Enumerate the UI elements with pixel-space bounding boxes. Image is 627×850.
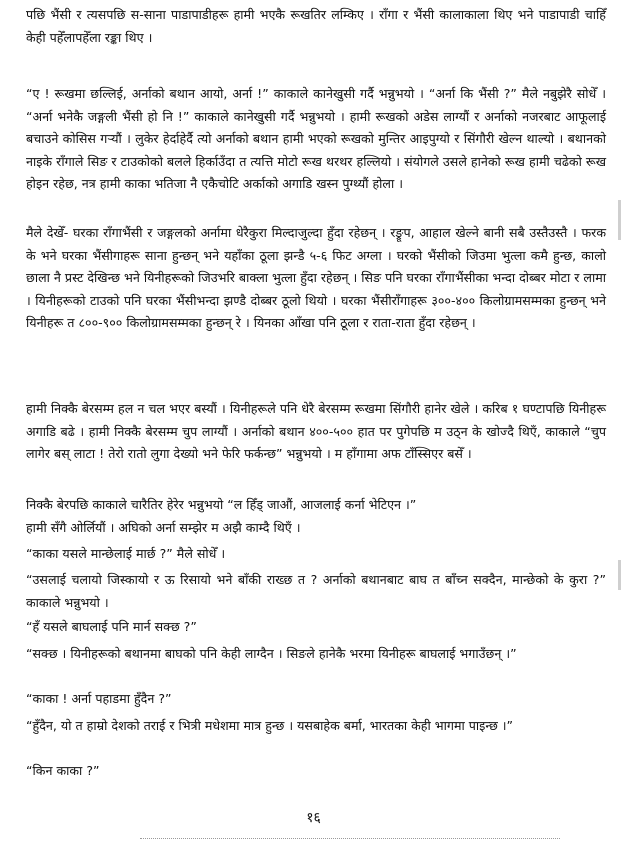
paragraph-3: मैले देखेँ- घरका राँगाभैंसी र जङ्गलको अर्नामा धेरैकुरा मिल्दाजुल्दा हुँदा रहेछन् । रङ्रूप, आहाल खेल्ने बानी सबै उस्तैउस्तै । फरक के भने घरका भैंसीगाहरू साना हुन्छन् भने यहाँका ठूला झन्डै ५-६ फिट अग्ला । घरको भैंसीको जिउमा भुत्ला कमै हुन्छ, कालो छाला नै प्रस्ट देखिन्छ भने यिनीहरूको जिउभरि बाक्ला भुत्ला हुँदा रहेछन् । सिङ पनि घरका राँगाभैंसीका भन्दा दोब्बर मोटा र लामा । यिनीहरूको टाउको पनि घरका भैंसीभन्दा झण्डै दोब्बर ठूलो थियो । घरका भैंसीराँगाहरू ३००-४०० किलोग्रामसम्मका हुन्छन् भने यिनीहरू त ८००-९०० किलोग्रामसम्मका हुन्छन् रे । यिनका आँखा पनि ठूला र राता-राता हुँदा रहेछन् । [26, 225, 606, 330]
paragraph-1: पछि भैंसी र त्यसपछि स-साना पाडापाडीहरू हामी भएकै रूखतिर लम्किए । राँगा र भैंसी कालाकाला थिए भने पाडापाडी चाहिँ केही पहेँलापहेँला रङ्का थिए । [26, 7, 606, 45]
paragraph-11: “काका ! अर्ना पहाडमा हुँदैन ?” [26, 691, 172, 706]
footer-rule [140, 838, 560, 839]
page-number: १६ [306, 810, 321, 826]
scan-edge-mark [618, 560, 621, 590]
paragraph-5: निक्कै बेरपछि काकाले चारैतिर हेरेर भन्नुभयो “ल हिँड् जाऔं, आजलाई कर्ना भेटिएन ।” [26, 497, 417, 512]
paragraph-6: हामी सँगै ओर्लियौं । अघिको अर्ना सम्झेर म अझै काम्दै थिएँ । [26, 520, 301, 535]
paragraph-8: “उसलाई चलायो जिस्कायो र ऊ रिसायो भने बाँकी राख्छ त ? अर्नाको बथानबाट बाघ त बाँच्न सक्दैन, मान्छेको के कुरा ?” काकाले भन्नुभयो । [26, 572, 606, 610]
paragraph-13: “किन काका ?” [26, 763, 100, 778]
paragraph-12: “हुँदैन, यो त हाम्रो देशको तराई र भित्री मधेशमा मात्र हुन्छ । यसबाहेक बर्मा, भारतका केही भागमा पाइन्छ ।” [26, 718, 514, 733]
paragraph-9: “हँ यसले बाघलाई पनि मार्न सक्छ ?” [26, 619, 197, 634]
paragraph-4: हामी निक्कै बेरसम्म हल न चल भएर बस्यौं । यिनीहरूले पनि धेरै बेरसम्म रूखमा सिंगौरी हानेर खेले । करिब १ घण्टापछि यिनीहरू अगाडि बढे । हामी निक्कै बेरसम्म चुप लाग्यौं । अर्नाको बथान ४००-५०० हात पर पुगेपछि म उठ्न के खोज्दै थिएँ, काकाले “चुप लागेर बस् लाटा ! तेरो रातो लुगा देख्यो भने फेरि फर्कन्छ” भन्नुभयो । म हाँगामा अफ टाँस्सिएर बसेँ । [26, 401, 606, 461]
paragraph-10: “सक्छ । यिनीहरूको बथानमा बाघको पनि केही लाग्दैन । सिङले हानेकै भरमा यिनीहरू बाघलाई भगाउँछन् ।” [26, 646, 517, 661]
paragraph-7: “काका यसले मान्छेलाई मार्छ ?” मैले सोधेँ । [26, 546, 226, 561]
scan-edge-mark [618, 200, 621, 240]
paragraph-2: “ए ! रूखमा छल्लिई, अर्नाको बथान आयो, अर्ना !” काकाले कानेखुसी गर्दै भन्नुभयो । “अर्ना कि भैंसी ?” मैले नबुझेरै सोधेँ । “अर्ना भनेकै जङ्गली भैंसी हो नि !” काकाले कानेखुसी गर्दै भन्नुभयो । हामी रूखको अडेस लाग्यौं र अर्नाको नजरबाट आफूलाई बचाउने कोसिस गऱ्यौं । लुकेर हेर्दाहेर्दै त्यो अर्नाको बथान हामी भएको रूखको मुन्तिर आइपुग्यो र सिंगौरी खेल्न थाल्यो । बथानको नाइके राँगाले सिङ र टाउकोको बलले हिर्काउँदा त त्यत्ति मोटो रूख थरथर हल्लियो । संयोगले उसले हानेको रूख हामी चढेको रूख होइन रहेछ, नत्र हामी काका भतिजा नै एकैचोटि अर्काको अगाडि खस्न पुग्थ्यौं होला । [26, 86, 606, 191]
